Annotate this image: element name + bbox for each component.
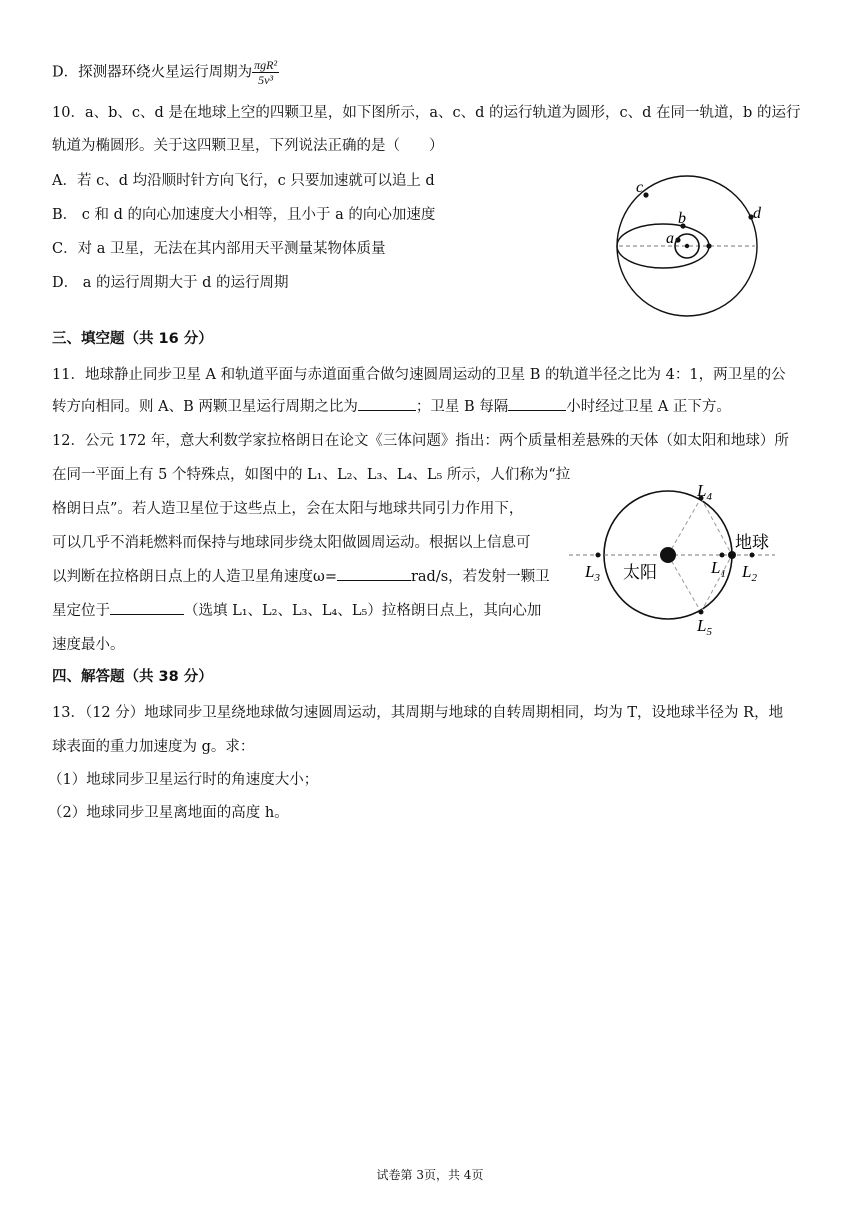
q12-line1: 12．公元 172 年，意大利数学家拉格朗日在论文《三体问题》指出：两个质量相差悬殊的天体（如太阳和地球）所	[52, 433, 789, 449]
q9-option-d	[52, 58, 812, 87]
satellite-c	[643, 192, 648, 197]
q10-option-c: C．对 a 卫星，无法在其内部用天平测量某物体质量	[52, 241, 386, 257]
q11-text-a: 转方向相同。则 A、B 两颗卫星运行周期之比为	[52, 399, 358, 415]
q11-blank-2[interactable]	[508, 396, 566, 411]
label-d: d	[753, 205, 761, 222]
section-3-title: 三、填空题（共 16 分）	[52, 331, 213, 347]
q11-text-b: ；卫星 B 每隔	[415, 399, 509, 415]
q12-blank-omega[interactable]	[337, 566, 411, 581]
q12-line7: 速度最小。	[52, 637, 125, 653]
q10-option-d: D． a 的运行周期大于 d 的运行周期	[52, 275, 289, 291]
satellite-orbits-figure	[615, 172, 775, 320]
q9-option-d-text: D．探测器环绕火星运行周期为	[52, 64, 253, 81]
label-c: c	[636, 179, 644, 196]
q12-line4: 可以几乎不消耗燃料而保持与地球同步绕太阳做圆周运动。根据以上信息可	[52, 535, 531, 551]
lagrange-points-figure	[565, 478, 780, 638]
satellite-a	[675, 237, 680, 242]
q13-part2: （2）地球同步卫星离地面的高度 h。	[48, 805, 289, 821]
satellite-b-perigee	[706, 243, 711, 248]
label-sun: 太阳	[623, 563, 657, 582]
q12-line3: 格朗日点”。若人造卫星位于这些点上，会在太阳与地球共同引力作用下，	[52, 501, 524, 517]
sun-icon	[660, 547, 676, 563]
q13-line2: 球表面的重力加速度为 g。求：	[52, 739, 255, 755]
period-fraction	[252, 58, 279, 87]
q12-text-choices: （选填 L₁、L₂、L₃、L₄、L₅）拉格朗日点上，其向心加	[184, 603, 542, 619]
l4-earth-line	[701, 498, 732, 555]
sun-l5-line	[668, 555, 701, 612]
sun-l4-line	[668, 498, 701, 555]
page-footer: 试卷第 3页，共 4页	[376, 1168, 484, 1182]
label-l5: $L_5$	[697, 616, 712, 638]
q12-text-position: 星定位于	[52, 603, 110, 619]
section-4-title: 四、解答题（共 38 分）	[52, 669, 213, 685]
q12-text-unit: rad/s，若发射一颗卫	[410, 569, 550, 585]
label-l2: $L_2$	[742, 562, 757, 584]
q11-line1: 11．地球静止同步卫星 A 和轨道平面与赤道面重合做匀速圆周运动的卫星 B 的轨道半径之比为 4：1，两卫星的公	[52, 367, 786, 383]
q11-blank-1[interactable]	[358, 396, 416, 411]
q12-blank-point[interactable]	[110, 600, 184, 615]
point-l2	[750, 553, 755, 558]
point-l3	[596, 553, 601, 558]
point-l1	[720, 553, 725, 558]
point-l5	[699, 610, 704, 615]
fraction-numerator: πgR²	[254, 58, 278, 72]
earth-icon	[728, 551, 736, 559]
fraction-denominator: 5v³	[258, 73, 274, 87]
label-b: b	[678, 210, 686, 227]
q10-option-b: B． c 和 d 的向心加速度大小相等，且小于 a 的向心加速度	[52, 207, 436, 223]
q13-part1: （1）地球同步卫星运行时的角速度大小；	[48, 772, 319, 788]
q11-text-c: 小时经过卫星 A 正下方。	[566, 399, 731, 415]
earth-center	[685, 244, 689, 248]
q11-line2	[52, 394, 812, 420]
label-a: a	[666, 230, 674, 247]
label-l1: $L_1$	[711, 558, 726, 580]
q13-line1: 13．（12 分）地球同步卫星绕地球做匀速圆周运动，其周期与地球的自转周期相同，均为 T，设地球半径为 R，地	[52, 705, 784, 721]
label-earth: 地球	[735, 533, 769, 552]
label-l4: $L_4$	[697, 481, 712, 503]
q10-stem-line2: 轨道为椭圆形。关于这四颗卫星，下列说法正确的是（ ）	[52, 138, 444, 154]
q10-stem-line1: 10．a、b、c、d 是在地球上空的四颗卫星，如下图所示，a、c、d 的运行轨道为圆形，c、d 在同一轨道，b 的运行	[52, 105, 801, 121]
q10-option-a: A．若 c、d 均沿顺时针方向飞行，c 只要加速就可以追上 d	[52, 173, 435, 189]
q12-line2: 在同一平面上有 5 个特殊点，如图中的 L₁、L₂、L₃、L₄、L₅ 所示，人们称为“拉	[52, 467, 571, 483]
q12-text-omega: 以判断在拉格朗日点上的人造卫星角速度ω=	[52, 569, 337, 585]
label-l3: $L_3$	[585, 562, 600, 584]
